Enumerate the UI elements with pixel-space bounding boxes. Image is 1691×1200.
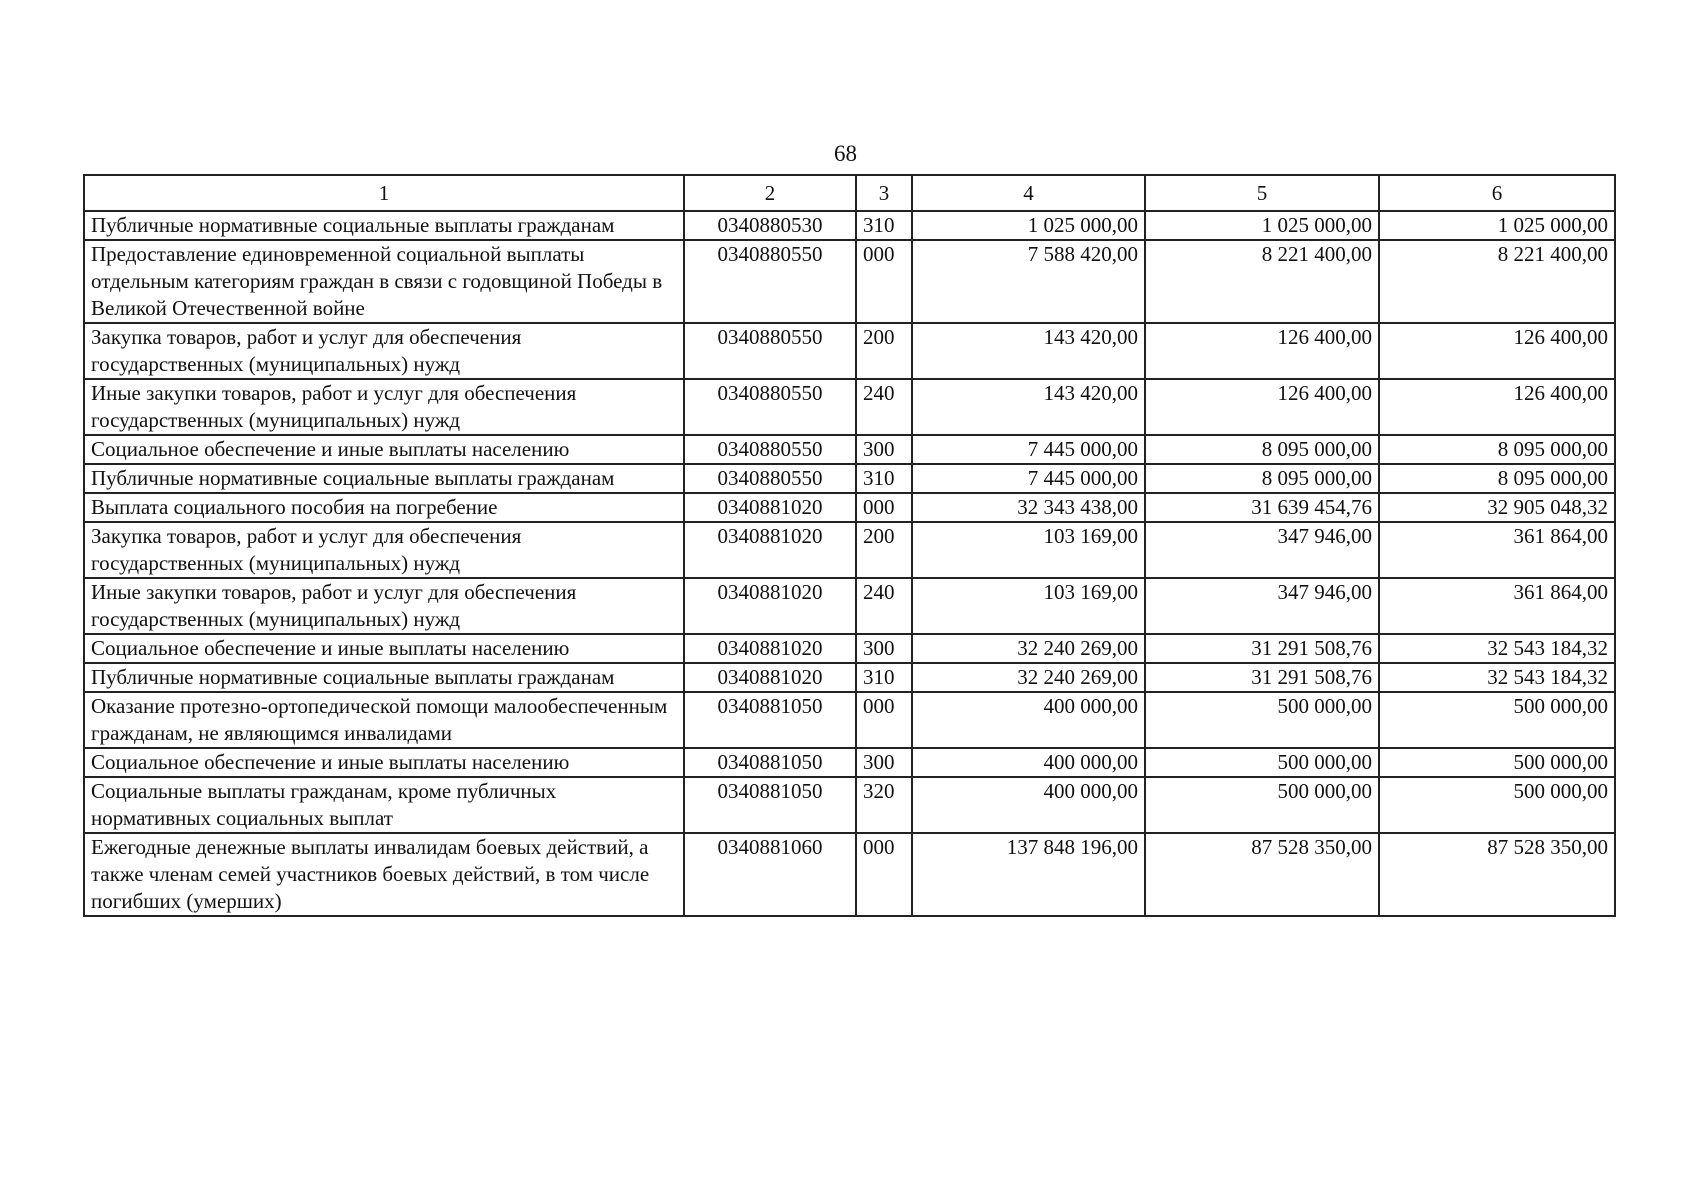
amount-col5-cell: 500 000,00: [1145, 748, 1379, 777]
row-name-cell: Социальное обеспечение и иные выплаты населению: [84, 748, 684, 777]
target-code-cell: 0340881020: [684, 493, 856, 522]
amount-col6-cell: 32 905 048,32: [1379, 493, 1615, 522]
table-row: [84, 833, 1615, 916]
amount-col4-cell: 400 000,00: [912, 692, 1145, 748]
table-row: [84, 379, 1615, 435]
column-header-5: 5: [1145, 175, 1379, 211]
expense-kind-cell: 000: [856, 240, 912, 323]
table-row: [84, 522, 1615, 578]
row-name-cell: Закупка товаров, работ и услуг для обеспечения государственных (муниципальных) нужд: [84, 323, 684, 379]
expense-kind-cell: 200: [856, 323, 912, 379]
amount-col5-cell: 87 528 350,00: [1145, 833, 1379, 916]
amount-col6-cell: 87 528 350,00: [1379, 833, 1615, 916]
target-code-cell: 0340880550: [684, 435, 856, 464]
expense-kind-cell: 240: [856, 379, 912, 435]
column-header-6: 6: [1379, 175, 1615, 211]
amount-col6-cell: 8 095 000,00: [1379, 464, 1615, 493]
amount-col5-cell: 31 291 508,76: [1145, 634, 1379, 663]
amount-col6-cell: 126 400,00: [1379, 379, 1615, 435]
amount-col4-cell: 7 588 420,00: [912, 240, 1145, 323]
row-name-cell: Социальное обеспечение и иные выплаты населению: [84, 634, 684, 663]
row-name-cell: Иные закупки товаров, работ и услуг для обеспечения государственных (муниципальных) нужд: [84, 578, 684, 634]
row-name-cell: Ежегодные денежные выплаты инвалидам боевых действий, а также членам семей участников боевых действий, в том числе погибших (умерших): [84, 833, 684, 916]
budget-table: [83, 174, 1616, 917]
target-code-cell: 0340881020: [684, 522, 856, 578]
table-row: [84, 323, 1615, 379]
amount-col4-cell: 143 420,00: [912, 379, 1145, 435]
amount-col5-cell: 8 095 000,00: [1145, 464, 1379, 493]
amount-col5-cell: 500 000,00: [1145, 692, 1379, 748]
row-name-cell: Социальное обеспечение и иные выплаты населению: [84, 435, 684, 464]
row-name-cell: Предоставление единовременной социальной выплаты отдельным категориям граждан в связи с годовщиной Победы в Великой Отечественной войне: [84, 240, 684, 323]
expense-kind-cell: 310: [856, 663, 912, 692]
expense-kind-cell: 300: [856, 435, 912, 464]
target-code-cell: 0340881050: [684, 692, 856, 748]
amount-col4-cell: 103 169,00: [912, 522, 1145, 578]
amount-col6-cell: 500 000,00: [1379, 692, 1615, 748]
amount-col6-cell: 500 000,00: [1379, 777, 1615, 833]
amount-col5-cell: 126 400,00: [1145, 379, 1379, 435]
amount-col5-cell: 31 291 508,76: [1145, 663, 1379, 692]
amount-col5-cell: 500 000,00: [1145, 777, 1379, 833]
row-name-cell: Социальные выплаты гражданам, кроме публичных нормативных социальных выплат: [84, 777, 684, 833]
table-row: [84, 663, 1615, 692]
column-header-1: 1: [84, 175, 684, 211]
amount-col4-cell: 7 445 000,00: [912, 435, 1145, 464]
amount-col4-cell: 1 025 000,00: [912, 211, 1145, 240]
amount-col6-cell: 1 025 000,00: [1379, 211, 1615, 240]
expense-kind-cell: 310: [856, 464, 912, 493]
table-row: [84, 493, 1615, 522]
amount-col4-cell: 143 420,00: [912, 323, 1145, 379]
amount-col5-cell: 31 639 454,76: [1145, 493, 1379, 522]
amount-col6-cell: 8 221 400,00: [1379, 240, 1615, 323]
table-row: [84, 240, 1615, 323]
amount-col5-cell: 1 025 000,00: [1145, 211, 1379, 240]
table-row: [84, 634, 1615, 663]
row-name-cell: Закупка товаров, работ и услуг для обеспечения государственных (муниципальных) нужд: [84, 522, 684, 578]
amount-col6-cell: 500 000,00: [1379, 748, 1615, 777]
amount-col6-cell: 32 543 184,32: [1379, 634, 1615, 663]
amount-col5-cell: 8 221 400,00: [1145, 240, 1379, 323]
table-row: [84, 435, 1615, 464]
target-code-cell: 0340880550: [684, 323, 856, 379]
table-row: [84, 777, 1615, 833]
amount-col4-cell: 103 169,00: [912, 578, 1145, 634]
target-code-cell: 0340881020: [684, 634, 856, 663]
expense-kind-cell: 320: [856, 777, 912, 833]
column-header-2: 2: [684, 175, 856, 211]
amount-col6-cell: 361 864,00: [1379, 578, 1615, 634]
target-code-cell: 0340880530: [684, 211, 856, 240]
expense-kind-cell: 300: [856, 634, 912, 663]
amount-col4-cell: 32 343 438,00: [912, 493, 1145, 522]
target-code-cell: 0340880550: [684, 464, 856, 493]
amount-col6-cell: 126 400,00: [1379, 323, 1615, 379]
table-row: [84, 578, 1615, 634]
expense-kind-cell: 200: [856, 522, 912, 578]
row-name-cell: Публичные нормативные социальные выплаты гражданам: [84, 211, 684, 240]
target-code-cell: 0340880550: [684, 240, 856, 323]
amount-col5-cell: 347 946,00: [1145, 522, 1379, 578]
amount-col6-cell: 8 095 000,00: [1379, 435, 1615, 464]
target-code-cell: 0340881050: [684, 777, 856, 833]
expense-kind-cell: 240: [856, 578, 912, 634]
column-header-3: 3: [856, 175, 912, 211]
target-code-cell: 0340881020: [684, 578, 856, 634]
expense-kind-cell: 000: [856, 833, 912, 916]
target-code-cell: 0340881020: [684, 663, 856, 692]
amount-col4-cell: 7 445 000,00: [912, 464, 1145, 493]
row-name-cell: Публичные нормативные социальные выплаты гражданам: [84, 663, 684, 692]
table-row: [84, 464, 1615, 493]
expense-kind-cell: 300: [856, 748, 912, 777]
amount-col4-cell: 32 240 269,00: [912, 634, 1145, 663]
row-name-cell: Выплата социального пособия на погребение: [84, 493, 684, 522]
table-row: [84, 211, 1615, 240]
amount-col5-cell: 8 095 000,00: [1145, 435, 1379, 464]
page-number: 68: [834, 141, 857, 166]
amount-col6-cell: 361 864,00: [1379, 522, 1615, 578]
amount-col5-cell: 347 946,00: [1145, 578, 1379, 634]
expense-kind-cell: 000: [856, 493, 912, 522]
row-name-cell: Иные закупки товаров, работ и услуг для обеспечения государственных (муниципальных) нужд: [84, 379, 684, 435]
target-code-cell: 0340880550: [684, 379, 856, 435]
amount-col5-cell: 126 400,00: [1145, 323, 1379, 379]
target-code-cell: 0340881050: [684, 748, 856, 777]
header-row: [84, 175, 1615, 211]
amount-col4-cell: 137 848 196,00: [912, 833, 1145, 916]
amount-col6-cell: 32 543 184,32: [1379, 663, 1615, 692]
amount-col4-cell: 32 240 269,00: [912, 663, 1145, 692]
expense-kind-cell: 310: [856, 211, 912, 240]
table-row: [84, 692, 1615, 748]
target-code-cell: 0340881060: [684, 833, 856, 916]
row-name-cell: Оказание протезно-ортопедической помощи малообеспеченным гражданам, не являющимся инвалидами: [84, 692, 684, 748]
amount-col4-cell: 400 000,00: [912, 748, 1145, 777]
expense-kind-cell: 000: [856, 692, 912, 748]
table-row: [84, 748, 1615, 777]
column-header-4: 4: [912, 175, 1145, 211]
row-name-cell: Публичные нормативные социальные выплаты гражданам: [84, 464, 684, 493]
amount-col4-cell: 400 000,00: [912, 777, 1145, 833]
